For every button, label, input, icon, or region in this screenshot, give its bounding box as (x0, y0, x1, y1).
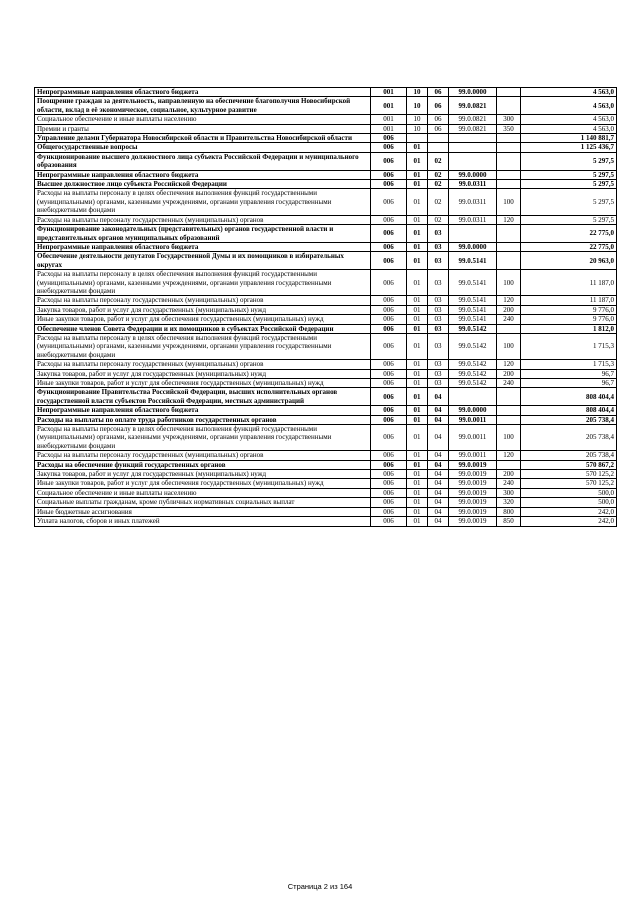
admin-code: 006 (371, 406, 407, 415)
admin-code: 006 (371, 315, 407, 324)
subsection-code: 03 (428, 296, 449, 305)
amount: 1 715,3 (521, 333, 617, 359)
section-code: 01 (407, 305, 428, 314)
section-code: 01 (407, 470, 428, 479)
admin-code: 006 (371, 143, 407, 152)
expense-type-code (497, 252, 521, 270)
table-row (35, 379, 617, 388)
page-footer: Страница 2 из 164 (287, 882, 353, 891)
expense-type-code (497, 170, 521, 179)
expense-name: Функционирование Правительства Российской Федерации, высших исполнительных органов государственной власти субъектов Российской Федерации, местных администраций (35, 388, 371, 406)
expense-type-code: 100 (497, 189, 521, 215)
admin-code: 006 (371, 507, 407, 516)
subsection-code: 03 (428, 225, 449, 243)
amount: 5 297,5 (521, 170, 617, 179)
target-article-code (449, 388, 497, 406)
target-article-code: 99.0.5141 (449, 252, 497, 270)
section-code: 10 (407, 97, 428, 115)
section-code: 01 (407, 360, 428, 369)
section-code: 01 (407, 507, 428, 516)
subsection-code (428, 134, 449, 143)
expense-type-code (497, 225, 521, 243)
admin-code: 006 (371, 369, 407, 378)
table-row (35, 124, 617, 133)
admin-code: 006 (371, 296, 407, 305)
section-code: 01 (407, 170, 428, 179)
expense-name: Расходы на выплаты персоналу в целях обеспечения выполнения функций государственными (муниципальными) органами, казенными учреждениями, органами управления государственными внебюджетными фондами (35, 333, 371, 359)
subsection-code: 02 (428, 152, 449, 170)
expense-name: Обеспечение членов Совета Федерации и их помощников в субъектах Российской Федерации (35, 324, 371, 333)
subsection-code: 04 (428, 406, 449, 415)
table-row (35, 152, 617, 170)
expense-name: Иные закупки товаров, работ и услуг для обеспечения государственных (муниципальных) нужд (35, 379, 371, 388)
amount: 11 187,0 (521, 296, 617, 305)
expense-name: Социальное обеспечение и иные выплаты населению (35, 488, 371, 497)
table-row (35, 115, 617, 124)
admin-code: 006 (371, 517, 407, 526)
expense-name: Расходы на выплаты персоналу в целях обеспечения выполнения функций государственными (муниципальными) органами, казенными учреждениями, органами управления государственными внебюджетными фондами (35, 189, 371, 215)
amount: 22 775,0 (521, 242, 617, 251)
admin-code: 006 (371, 189, 407, 215)
subsection-code: 02 (428, 170, 449, 179)
table-row (35, 315, 617, 324)
section-code: 01 (407, 315, 428, 324)
target-article-code: 99.0.0019 (449, 470, 497, 479)
expense-type-code (497, 415, 521, 424)
expense-name: Социальные выплаты гражданам, кроме публичных нормативных социальных выплат (35, 498, 371, 507)
amount: 5 297,5 (521, 215, 617, 224)
subsection-code: 03 (428, 315, 449, 324)
subsection-code: 04 (428, 517, 449, 526)
target-article-code: 99.0.0821 (449, 124, 497, 133)
amount: 205 738,4 (521, 425, 617, 451)
target-article-code: 99.0.0019 (449, 488, 497, 497)
admin-code: 006 (371, 180, 407, 189)
expense-type-code: 200 (497, 470, 521, 479)
expense-type-code (497, 88, 521, 97)
target-article-code (449, 225, 497, 243)
expense-type-code (497, 143, 521, 152)
expense-type-code: 240 (497, 379, 521, 388)
subsection-code: 06 (428, 88, 449, 97)
table-row (35, 242, 617, 251)
table-row (35, 470, 617, 479)
target-article-code: 99.0.0019 (449, 498, 497, 507)
table-row (35, 388, 617, 406)
table-row (35, 225, 617, 243)
amount: 570 125,2 (521, 479, 617, 488)
expense-name: Уплата налогов, сборов и иных платежей (35, 517, 371, 526)
section-code: 01 (407, 488, 428, 497)
expense-type-code: 120 (497, 451, 521, 460)
subsection-code: 06 (428, 115, 449, 124)
expense-name: Общегосударственные вопросы (35, 143, 371, 152)
subsection-code (428, 143, 449, 152)
amount: 5 297,5 (521, 180, 617, 189)
target-article-code (449, 134, 497, 143)
admin-code: 006 (371, 215, 407, 224)
section-code: 01 (407, 406, 428, 415)
expense-type-code: 100 (497, 425, 521, 451)
target-article-code: 99.0.0000 (449, 170, 497, 179)
expense-type-code (497, 406, 521, 415)
table-row (35, 215, 617, 224)
budget-table (34, 87, 617, 527)
expense-type-code: 850 (497, 517, 521, 526)
table-row (35, 143, 617, 152)
subsection-code: 03 (428, 270, 449, 296)
section-code: 10 (407, 124, 428, 133)
amount: 1 715,3 (521, 360, 617, 369)
target-article-code: 99.0.0311 (449, 189, 497, 215)
target-article-code: 99.0.0000 (449, 88, 497, 97)
section-code: 01 (407, 517, 428, 526)
expense-type-code (497, 180, 521, 189)
expense-name: Расходы на выплаты персоналу государственных (муниципальных) органов (35, 451, 371, 460)
subsection-code: 04 (428, 470, 449, 479)
subsection-code: 02 (428, 180, 449, 189)
table-row (35, 406, 617, 415)
subsection-code: 04 (428, 451, 449, 460)
admin-code: 006 (371, 488, 407, 497)
admin-code: 006 (371, 270, 407, 296)
table-row (35, 296, 617, 305)
expense-type-code: 300 (497, 115, 521, 124)
target-article-code: 99.0.0311 (449, 215, 497, 224)
table-row (35, 517, 617, 526)
subsection-code: 02 (428, 189, 449, 215)
admin-code: 001 (371, 115, 407, 124)
admin-code: 006 (371, 225, 407, 243)
amount: 4 563,0 (521, 97, 617, 115)
admin-code: 001 (371, 97, 407, 115)
expense-name: Функционирование законодательных (представительных) органов государственной власти и представительных органов муниципальных образований (35, 225, 371, 243)
table-row (35, 333, 617, 359)
table-row (35, 479, 617, 488)
admin-code: 006 (371, 460, 407, 469)
section-code: 01 (407, 388, 428, 406)
table-row (35, 451, 617, 460)
expense-name: Расходы на выплаты персоналу государственных (муниципальных) органов (35, 360, 371, 369)
section-code: 01 (407, 252, 428, 270)
expense-name: Иные закупки товаров, работ и услуг для обеспечения государственных (муниципальных) нужд (35, 479, 371, 488)
expense-name: Непрограммные направления областного бюджета (35, 88, 371, 97)
expense-type-code (497, 97, 521, 115)
expense-type-code (497, 460, 521, 469)
subsection-code: 06 (428, 124, 449, 133)
subsection-code: 03 (428, 305, 449, 314)
amount: 570 125,2 (521, 470, 617, 479)
table-row (35, 488, 617, 497)
admin-code: 001 (371, 88, 407, 97)
admin-code: 001 (371, 124, 407, 133)
target-article-code: 99.0.0000 (449, 242, 497, 251)
table-row (35, 189, 617, 215)
target-article-code: 99.0.5142 (449, 369, 497, 378)
expense-type-code (497, 388, 521, 406)
section-code: 01 (407, 180, 428, 189)
expense-name: Расходы на выплаты персоналу в целях обеспечения выполнения функций государственными (муниципальными) органами, казенными учреждениями, органами управления государственными внебюджетными фондами (35, 270, 371, 296)
amount: 242,0 (521, 507, 617, 516)
table-row (35, 425, 617, 451)
admin-code: 006 (371, 305, 407, 314)
admin-code: 006 (371, 479, 407, 488)
amount: 808 404,4 (521, 406, 617, 415)
target-article-code: 99.0.0821 (449, 115, 497, 124)
amount: 1 125 436,7 (521, 143, 617, 152)
section-code: 10 (407, 115, 428, 124)
target-article-code (449, 143, 497, 152)
section-code: 10 (407, 88, 428, 97)
expense-type-code: 120 (497, 296, 521, 305)
table-row (35, 88, 617, 97)
expense-name: Управление делами Губернатора Новосибирской области и Правительства Новосибирской области (35, 134, 371, 143)
expense-type-code: 240 (497, 479, 521, 488)
target-article-code: 99.0.0000 (449, 406, 497, 415)
amount: 4 563,0 (521, 115, 617, 124)
admin-code: 006 (371, 415, 407, 424)
expense-name: Расходы на обеспечение функций государственных органов (35, 460, 371, 469)
expense-type-code: 120 (497, 215, 521, 224)
table-row (35, 507, 617, 516)
target-article-code: 99.0.0019 (449, 479, 497, 488)
amount: 20 963,0 (521, 252, 617, 270)
table-row (35, 97, 617, 115)
admin-code: 006 (371, 252, 407, 270)
expense-name: Непрограммные направления областного бюджета (35, 242, 371, 251)
expense-type-code: 320 (497, 498, 521, 507)
target-article-code: 99.0.0019 (449, 460, 497, 469)
section-code: 01 (407, 479, 428, 488)
subsection-code: 03 (428, 360, 449, 369)
table-row (35, 270, 617, 296)
expense-type-code: 800 (497, 507, 521, 516)
section-code: 01 (407, 270, 428, 296)
admin-code: 006 (371, 242, 407, 251)
expense-name: Высшее должностное лицо субъекта Российской Федерации (35, 180, 371, 189)
section-code: 01 (407, 324, 428, 333)
subsection-code: 03 (428, 379, 449, 388)
expense-name: Обеспечение деятельности депутатов Государственной Думы и их помощников в избирательных округах (35, 252, 371, 270)
section-code: 01 (407, 152, 428, 170)
target-article-code: 99.0.5142 (449, 379, 497, 388)
target-article-code: 99.0.5141 (449, 270, 497, 296)
target-article-code: 99.0.0821 (449, 97, 497, 115)
section-code: 01 (407, 415, 428, 424)
target-article-code: 99.0.0011 (449, 415, 497, 424)
subsection-code: 04 (428, 507, 449, 516)
admin-code: 006 (371, 170, 407, 179)
target-article-code: 99.0.5141 (449, 296, 497, 305)
target-article-code: 99.0.5142 (449, 333, 497, 359)
target-article-code: 99.0.5141 (449, 315, 497, 324)
expense-name: Непрограммные направления областного бюджета (35, 406, 371, 415)
expense-type-code: 240 (497, 315, 521, 324)
subsection-code: 03 (428, 252, 449, 270)
subsection-code: 04 (428, 479, 449, 488)
target-article-code: 99.0.0019 (449, 517, 497, 526)
expense-name: Закупка товаров, работ и услуг для государственных (муниципальных) нужд (35, 305, 371, 314)
expense-name: Иные закупки товаров, работ и услуг для обеспечения государственных (муниципальных) нужд (35, 315, 371, 324)
admin-code: 006 (371, 470, 407, 479)
expense-type-code: 350 (497, 124, 521, 133)
admin-code: 006 (371, 333, 407, 359)
expense-name: Расходы на выплаты по оплате труда работников государственных органов (35, 415, 371, 424)
amount: 500,0 (521, 498, 617, 507)
table-row (35, 460, 617, 469)
admin-code: 006 (371, 388, 407, 406)
subsection-code: 04 (428, 488, 449, 497)
expense-name: Расходы на выплаты персоналу государственных (муниципальных) органов (35, 296, 371, 305)
admin-code: 006 (371, 324, 407, 333)
target-article-code: 99.0.0019 (449, 507, 497, 516)
amount: 11 187,0 (521, 270, 617, 296)
admin-code: 006 (371, 134, 407, 143)
subsection-code: 04 (428, 388, 449, 406)
table-row (35, 305, 617, 314)
expense-type-code (497, 134, 521, 143)
amount: 1 140 881,7 (521, 134, 617, 143)
expense-type-code (497, 152, 521, 170)
table-row (35, 180, 617, 189)
target-article-code: 99.0.0311 (449, 180, 497, 189)
amount: 9 776,0 (521, 305, 617, 314)
admin-code: 006 (371, 451, 407, 460)
section-code: 01 (407, 379, 428, 388)
subsection-code: 04 (428, 460, 449, 469)
table-row (35, 134, 617, 143)
amount: 242,0 (521, 517, 617, 526)
target-article-code: 99.0.0011 (449, 451, 497, 460)
amount: 4 563,0 (521, 88, 617, 97)
section-code: 01 (407, 451, 428, 460)
expense-type-code: 100 (497, 270, 521, 296)
target-article-code: 99.0.5142 (449, 360, 497, 369)
section-code: 01 (407, 369, 428, 378)
section-code: 01 (407, 225, 428, 243)
section-code: 01 (407, 143, 428, 152)
subsection-code: 03 (428, 242, 449, 251)
target-article-code: 99.0.0011 (449, 425, 497, 451)
admin-code: 006 (371, 498, 407, 507)
subsection-code: 04 (428, 498, 449, 507)
amount: 4 563,0 (521, 124, 617, 133)
subsection-code: 06 (428, 97, 449, 115)
amount: 205 738,4 (521, 451, 617, 460)
expense-type-code (497, 324, 521, 333)
table-row (35, 498, 617, 507)
expense-name: Расходы на выплаты персоналу в целях обеспечения выполнения функций государственными (муниципальными) органами, казенными учреждениями, органами управления государственными внебюджетными фондами (35, 425, 371, 451)
admin-code: 006 (371, 360, 407, 369)
expense-name: Расходы на выплаты персоналу государственных (муниципальных) органов (35, 215, 371, 224)
target-article-code: 99.0.5141 (449, 305, 497, 314)
expense-name: Закупка товаров, работ и услуг для государственных (муниципальных) нужд (35, 369, 371, 378)
expense-name: Премии и гранты (35, 124, 371, 133)
amount: 96,7 (521, 379, 617, 388)
table-row (35, 415, 617, 424)
amount: 1 812,0 (521, 324, 617, 333)
section-code: 01 (407, 215, 428, 224)
subsection-code: 03 (428, 324, 449, 333)
expense-type-code: 100 (497, 333, 521, 359)
subsection-code: 02 (428, 215, 449, 224)
amount: 808 404,4 (521, 388, 617, 406)
subsection-code: 03 (428, 333, 449, 359)
expense-type-code: 120 (497, 360, 521, 369)
expense-name: Поощрение граждан за деятельность, направленную на обеспечение благополучия Новосибирской области, вклад в её экономическое, социальное, культурное развитие (35, 97, 371, 115)
subsection-code: 03 (428, 369, 449, 378)
target-article-code (449, 152, 497, 170)
expense-name: Иные бюджетные ассигнования (35, 507, 371, 516)
amount: 570 867,2 (521, 460, 617, 469)
amount: 22 775,0 (521, 225, 617, 243)
amount: 5 297,5 (521, 189, 617, 215)
expense-name: Социальное обеспечение и иные выплаты населению (35, 115, 371, 124)
table-row (35, 369, 617, 378)
amount: 500,0 (521, 488, 617, 497)
expense-type-code (497, 242, 521, 251)
section-code: 01 (407, 498, 428, 507)
admin-code: 006 (371, 425, 407, 451)
section-code: 01 (407, 189, 428, 215)
section-code: 01 (407, 460, 428, 469)
amount: 205 738,4 (521, 415, 617, 424)
expense-type-code: 300 (497, 488, 521, 497)
table-row (35, 252, 617, 270)
table-row (35, 170, 617, 179)
expense-name: Функционирование высшего должностного лица субъекта Российской Федерации и муниципального образования (35, 152, 371, 170)
admin-code: 006 (371, 379, 407, 388)
expense-name: Закупка товаров, работ и услуг для государственных (муниципальных) нужд (35, 470, 371, 479)
section-code: 01 (407, 425, 428, 451)
section-code: 01 (407, 333, 428, 359)
subsection-code: 04 (428, 425, 449, 451)
admin-code: 006 (371, 152, 407, 170)
target-article-code: 99.0.5142 (449, 324, 497, 333)
section-code: 01 (407, 296, 428, 305)
table-row (35, 360, 617, 369)
budget-table-body (35, 88, 617, 527)
expense-type-code: 200 (497, 369, 521, 378)
expense-name: Непрограммные направления областного бюджета (35, 170, 371, 179)
amount: 9 776,0 (521, 315, 617, 324)
amount: 96,7 (521, 369, 617, 378)
amount: 5 297,5 (521, 152, 617, 170)
table-row (35, 324, 617, 333)
section-code: 01 (407, 242, 428, 251)
expense-type-code: 200 (497, 305, 521, 314)
subsection-code: 04 (428, 415, 449, 424)
section-code (407, 134, 428, 143)
